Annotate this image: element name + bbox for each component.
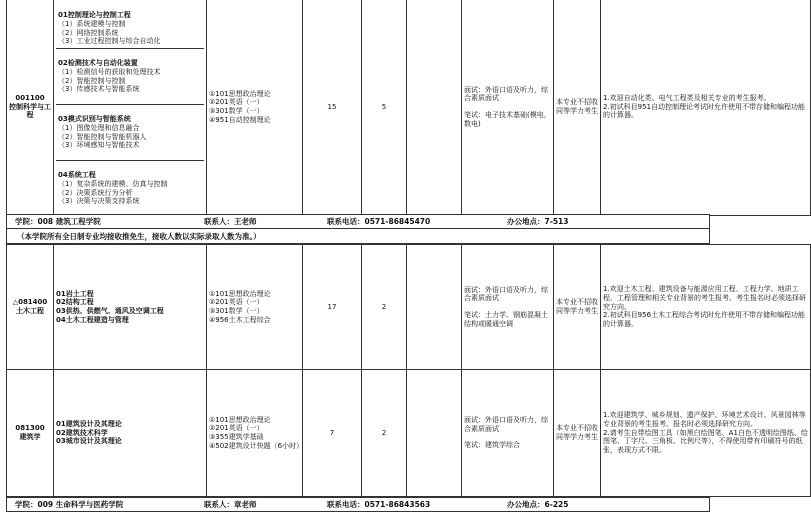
- equivalent-cell: 本专业不招收同等学力考生: [554, 0, 601, 216]
- direction-item: 03模式识别与智能系统 （1）图像处理和信息融合 （2）智能控制与智能机器人 （3）环境感知与智能技术: [56, 105, 204, 161]
- equivalent-cell: 本专业不招收同等学力考生: [554, 370, 601, 497]
- spacer-cell: [407, 245, 462, 370]
- notes-cell: 1.欢迎建筑学、城乡规划、遗产保护、环境艺术设计、风景园林等专业背景的考生报考。报名时必须选择研究方向。 2.请考生自带绘图工具（如黑白绘图笔、A1白色不透明绘图纸、绘图笔、丁字尺、三角板、比例尺等），不得使用带有印刷符号的纸张，表现方式不限。: [601, 370, 811, 497]
- exam-subjects-cell: ①101思想政治理论 ②201英语（一） ③301数学（一） ④956土木工程综合: [207, 245, 303, 370]
- direction-cell: 01岩土工程 02结构工程 03供热、供燃气、通风及空调工程 04土木工程建造与管理: [54, 245, 207, 370]
- program-code-cell: [7, 370, 54, 497]
- school-info-row: 学院：008 建筑工程学院 联系人：王老师 联系电话：0571-86845470 办公地点：7-513: [6, 214, 710, 229]
- notes-cell: 1.欢迎土木工程、建筑设备与能源应用工程、工程力学、地质工程、工程管理和相关专业背景的考生报考。考生报名时必须选择研究方向。 2.初试科目956土木工程综合考试时允许使用不带存储和编程功能的计算器。: [601, 245, 811, 370]
- program-code-cell: [7, 245, 54, 370]
- equivalent-cell: 本专业不招收同等学力考生: [554, 245, 601, 370]
- program-code: △081400: [12, 298, 48, 307]
- direction-item: 01控制理论与控制工程 （1）系统建模与控制 （2）网络控制系统 （3）工业过程控制与综合自动化: [56, 0, 204, 49]
- retest-cell: 面试：外语口语及听力，综合素质面试 笔试：建筑学综合: [462, 370, 554, 497]
- program-code: 081300: [15, 424, 45, 433]
- exam-subjects-cell: ①101思想政治理论 ②201英语（一） ③301数学（一） ④951自动控制理论: [207, 0, 303, 216]
- quota-cell: 7: [303, 370, 362, 497]
- program-table-001100: [6, 0, 811, 216]
- program-code-cell: [7, 0, 54, 216]
- quota-cell: 15: [303, 0, 362, 216]
- program-name: 土木工程: [16, 307, 44, 315]
- spacer-cell: [407, 370, 462, 497]
- recommended-cell: 2: [362, 245, 407, 370]
- table-row: [7, 370, 811, 497]
- exam-subjects-cell: ①101思想政治理论 ②201英语（一） ③355建筑学基础 ④502建筑设计快题（6小时）: [207, 370, 303, 497]
- table-row: [7, 0, 811, 216]
- program-code: 001100: [15, 93, 45, 102]
- school-notice: （本学院所有全日制专业均接收推免生，接收人数以实际录取人数为准。）: [6, 229, 710, 244]
- spacer-cell: [407, 0, 462, 216]
- direction-item: 02检测技术与自动化装置 （1）检测信号的获取和处理技术 （2）智能控制与控制 （3）传感技术与智能系统: [56, 49, 204, 105]
- program-name: 建筑学: [19, 433, 41, 441]
- retest-cell: 面试：外语口语及听力，综合素质面试 笔试：土力学、钢筋混凝土结构或暖通空调: [462, 245, 554, 370]
- program-table-008: [6, 244, 811, 497]
- direction-cell: [54, 0, 207, 216]
- recommended-cell: 2: [362, 370, 407, 497]
- program-name: 控制科学与工程: [9, 102, 51, 120]
- retest-cell: 面试：外语口语及听力，综合素质面试 笔试：电子技术基础(模电，数电): [462, 0, 554, 216]
- school-info-row: 学院：009 生命科学与医药学院 联系人：章老师 联系电话：0571-86843563 办公地点：6-225: [6, 497, 710, 512]
- notes-cell: 1.欢迎自动化类、电气工程类及相关专业的考生报考。 2.初试科目951自动控制理论考试时允许使用不带存储和编程功能的计算器。: [601, 0, 811, 216]
- table-row: [7, 245, 811, 370]
- direction-cell: 01建筑设计及其理论 02建筑技术科学 03城市设计及其理论: [54, 370, 207, 497]
- recommended-cell: 5: [362, 0, 407, 216]
- quota-cell: 17: [303, 245, 362, 370]
- direction-item: 04系统工程 （1）复杂系统的建模、仿真与控制 （2）决策系统行为分析 （3）决策与决策支持系统: [58, 171, 168, 206]
